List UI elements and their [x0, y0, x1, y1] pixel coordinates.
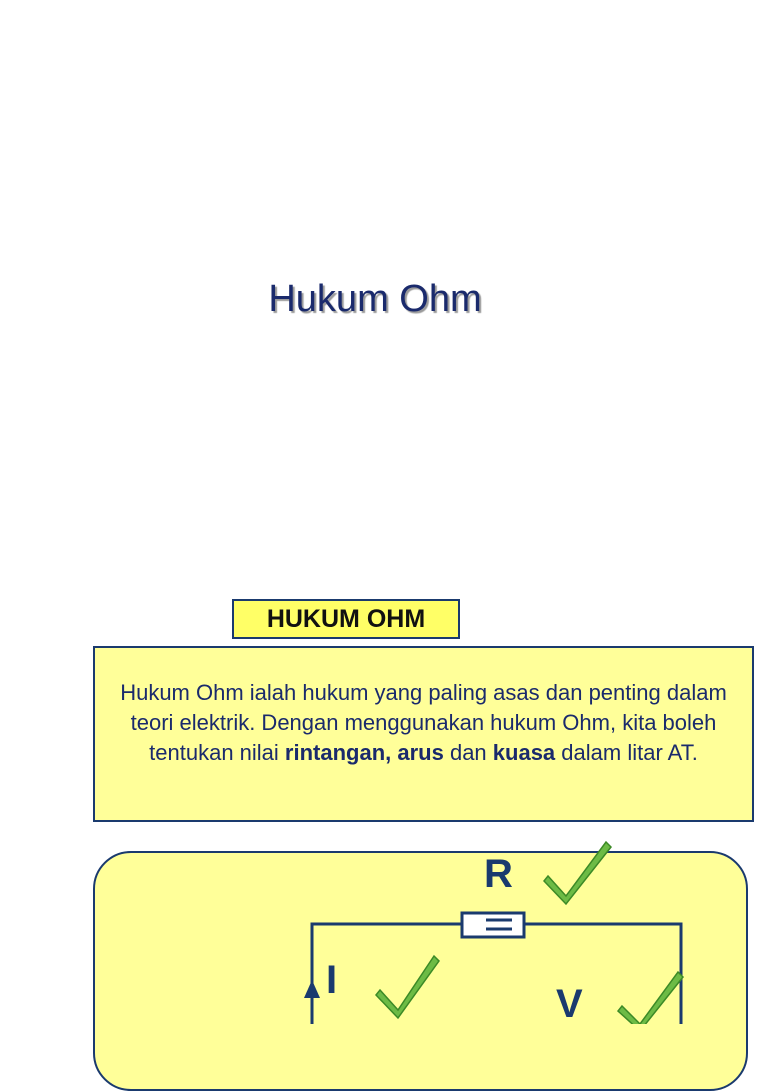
voltage-symbol: V — [556, 982, 583, 1026]
description-text-3: dalam litar AT. — [555, 740, 698, 765]
resistor-icon — [462, 913, 524, 937]
description-bold-2: kuasa — [492, 740, 556, 765]
resistance-symbol: R — [484, 852, 513, 896]
description-bold-1: rintangan, arus — [284, 740, 444, 765]
check-icon-current — [376, 956, 439, 1018]
check-icon-voltage — [618, 972, 683, 1024]
hukum-ohm-label: HUKUM OHM — [232, 599, 460, 639]
current-arrow-icon — [304, 980, 320, 998]
current-symbol: I — [326, 958, 338, 1002]
slide-title: Hukum Ohm — [268, 278, 482, 320]
check-icon-resistance — [544, 842, 611, 904]
description-text-1: Hukum Ohm ialah hukum yang paling asas dan penting dalam teori elektrik. Dengan menggunakan hukum Ohm, kita boleh tentukan nilai — [120, 680, 727, 765]
description-text-2: dan — [443, 740, 493, 765]
